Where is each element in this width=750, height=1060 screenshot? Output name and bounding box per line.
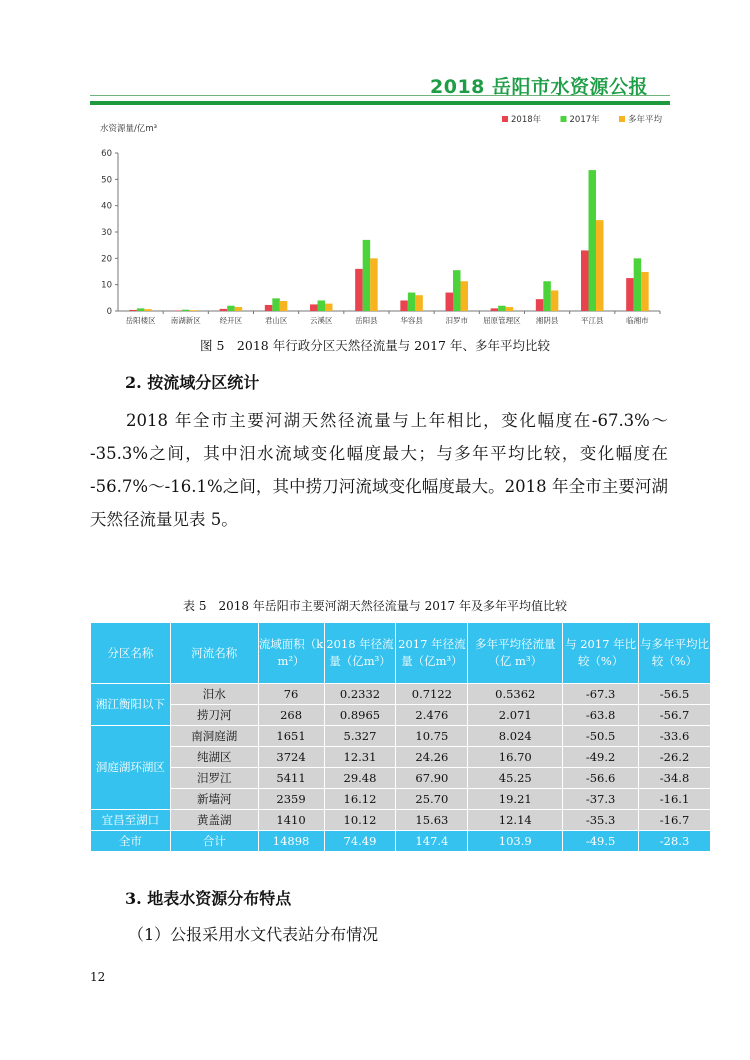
table-cell: -56.7 xyxy=(639,705,711,726)
bar-多年平均 xyxy=(370,258,378,311)
table-cell: 汨水 xyxy=(170,684,258,705)
bar-2017年 xyxy=(408,293,416,311)
paragraph-line: 天然径流量见表 5。 xyxy=(90,510,238,529)
bar-2018年 xyxy=(129,310,137,311)
table-row xyxy=(91,684,711,705)
table-cell: -63.8 xyxy=(563,705,639,726)
bar-2017年 xyxy=(318,300,326,311)
table-row xyxy=(91,747,711,768)
x-tick-label: 汨罗市 xyxy=(445,316,468,325)
paragraph-line: 2018 年全市主要河湖天然径流量与上年相比，变化幅度在-67.3%～ xyxy=(126,411,668,430)
table-cell: 12.31 xyxy=(324,747,396,768)
table-cell: 14898 xyxy=(258,831,324,852)
table-cell: 全市 xyxy=(91,831,171,852)
paragraph-line: -35.3%之间，其中汨水流域变化幅度最大；与多年平均比较，变化幅度在 xyxy=(90,444,668,463)
table-cell: 5411 xyxy=(258,768,324,789)
x-tick-label: 君山区 xyxy=(264,316,288,325)
table-row xyxy=(91,726,711,747)
zone-name-cell: 宜昌至湖口 xyxy=(91,810,171,831)
x-tick-label: 屈原管理区 xyxy=(483,316,521,325)
y-tick-label: 60 xyxy=(101,149,112,159)
legend-label: 多年平均 xyxy=(628,115,663,125)
section-heading: 3. 地表水资源分布特点 xyxy=(125,889,292,908)
section-heading: 2. 按流域分区统计 xyxy=(125,373,260,392)
bar-2018年 xyxy=(491,308,499,311)
table-cell: -16.7 xyxy=(639,810,711,831)
column-header: 多年平均径流量（亿 m³） xyxy=(468,623,563,684)
table-cell: 10.12 xyxy=(324,810,396,831)
y-tick-label: 20 xyxy=(101,254,112,265)
table-cell: 黄盖湖 xyxy=(170,810,258,831)
table-cell: 1410 xyxy=(258,810,324,831)
bar-2017年 xyxy=(182,310,190,311)
bar-多年平均 xyxy=(280,301,288,311)
x-tick-label: 岳阳县 xyxy=(355,316,378,325)
bar-2017年 xyxy=(227,306,235,311)
runoff-bar-chart xyxy=(90,108,670,333)
table-cell: 2.476 xyxy=(396,705,468,726)
y-tick-label: 40 xyxy=(101,201,112,212)
legend-label: 2017年 xyxy=(569,115,600,125)
table-header-row xyxy=(91,623,711,684)
table-cell: -33.6 xyxy=(639,726,711,747)
table-cell: 147.4 xyxy=(396,831,468,852)
table-cell: 新墙河 xyxy=(170,789,258,810)
table-cell: 0.7122 xyxy=(396,684,468,705)
table-cell: 76 xyxy=(258,684,324,705)
bar-多年平均 xyxy=(415,295,423,311)
table-cell: 10.75 xyxy=(396,726,468,747)
y-tick-label: 30 xyxy=(101,228,112,238)
table-cell: -49.5 xyxy=(563,831,639,852)
zone-name-cell: 湘江衡阳以下 xyxy=(91,684,171,726)
table-cell: 268 xyxy=(258,705,324,726)
table-cell: 24.26 xyxy=(396,747,468,768)
runoff-table xyxy=(90,622,711,852)
column-header: 分区名称 xyxy=(91,623,171,684)
bar-2018年 xyxy=(355,269,363,311)
column-header: 河流名称 xyxy=(170,623,258,684)
table-cell: 29.48 xyxy=(324,768,396,789)
column-header: 2017 年径流量（亿m³） xyxy=(396,623,468,684)
bar-2018年 xyxy=(220,309,228,311)
page-number: 12 xyxy=(90,970,106,984)
table-cell: 67.90 xyxy=(396,768,468,789)
table-cell: -16.1 xyxy=(639,789,711,810)
table-cell: 2359 xyxy=(258,789,324,810)
y-tick-label: 50 xyxy=(101,175,112,186)
table-total-row xyxy=(91,831,711,852)
paragraph-line: -56.7%～-16.1%之间，其中捞刀河流域变化幅度最大。2018 年全市主要河湖 xyxy=(90,477,668,496)
table-cell: 15.63 xyxy=(396,810,468,831)
x-tick-label: 云溪区 xyxy=(310,316,333,325)
table-cell: 19.21 xyxy=(468,789,563,810)
bar-2017年 xyxy=(453,270,461,311)
bar-2017年 xyxy=(589,170,597,311)
bar-多年平均 xyxy=(325,304,333,311)
table-cell: 16.70 xyxy=(468,747,563,768)
table-cell: 45.25 xyxy=(468,768,563,789)
bar-2018年 xyxy=(400,300,408,311)
table-cell: -50.5 xyxy=(563,726,639,747)
bar-多年平均 xyxy=(461,281,469,311)
legend-swatch xyxy=(619,116,625,122)
x-tick-label: 岳阳楼区 xyxy=(125,316,156,325)
table-row xyxy=(91,705,711,726)
bar-多年平均 xyxy=(144,309,152,311)
table-cell: 0.2332 xyxy=(324,684,396,705)
table-cell: -35.3 xyxy=(563,810,639,831)
x-tick-label: 南湖新区 xyxy=(170,316,201,325)
table-cell: 25.70 xyxy=(396,789,468,810)
bar-多年平均 xyxy=(506,307,513,311)
table-cell: 74.49 xyxy=(324,831,396,852)
x-tick-label: 华容县 xyxy=(400,316,423,325)
table-row xyxy=(91,810,711,831)
bar-多年平均 xyxy=(641,272,649,311)
bar-2018年 xyxy=(175,310,183,311)
x-tick-label: 临湘市 xyxy=(626,316,649,325)
table-cell: 5.327 xyxy=(324,726,396,747)
table-cell: -67.3 xyxy=(563,684,639,705)
table-row xyxy=(91,768,711,789)
table-cell: 合计 xyxy=(170,831,258,852)
table-cell: -37.3 xyxy=(563,789,639,810)
sub-item-heading: （1）公报采用水文代表站分布情况 xyxy=(128,925,379,944)
x-tick-label: 湘阴县 xyxy=(535,316,559,325)
table-cell: -26.2 xyxy=(639,747,711,768)
bar-多年平均 xyxy=(235,307,243,311)
x-tick-label: 经开区 xyxy=(219,316,243,325)
table-cell: 16.12 xyxy=(324,789,396,810)
x-tick-label: 平江县 xyxy=(581,316,604,325)
bar-2018年 xyxy=(310,304,318,311)
zone-name-cell: 洞庭湖环湖区 xyxy=(91,726,171,810)
column-header: 与 2017 年比较（%） xyxy=(563,623,639,684)
table-cell: -56.6 xyxy=(563,768,639,789)
table-cell: -56.5 xyxy=(639,684,711,705)
bar-2018年 xyxy=(446,293,454,311)
bar-2018年 xyxy=(581,250,589,311)
bar-多年平均 xyxy=(551,290,559,311)
figure-caption: 图 5 2018 年行政分区天然径流量与 2017 年、多年平均比较 xyxy=(200,338,550,353)
table-cell: 南洞庭湖 xyxy=(170,726,258,747)
bar-多年平均 xyxy=(596,220,604,311)
table-caption: 表 5 2018 年岳阳市主要河湖天然径流量与 2017 年及多年平均值比较 xyxy=(183,599,567,613)
table-cell: 捞刀河 xyxy=(170,705,258,726)
table-cell: 12.14 xyxy=(468,810,563,831)
column-header: 流域面积（k m²） xyxy=(258,623,324,684)
table-cell: 纯湖区 xyxy=(170,747,258,768)
bar-2017年 xyxy=(498,306,506,311)
bar-2017年 xyxy=(272,298,280,311)
y-axis-label: 水资源量/亿m³ xyxy=(100,124,158,134)
bar-2018年 xyxy=(265,305,273,311)
table-cell: -28.3 xyxy=(639,831,711,852)
table-cell: 2.071 xyxy=(468,705,563,726)
table-cell: 汨罗江 xyxy=(170,768,258,789)
bar-2017年 xyxy=(363,240,371,311)
y-tick-label: 0 xyxy=(106,307,112,317)
legend-swatch xyxy=(561,116,567,122)
header-rule-thick xyxy=(90,101,670,105)
column-header: 2018 年径流量（亿m³） xyxy=(324,623,396,684)
column-header: 与多年平均比较（%） xyxy=(639,623,711,684)
bar-多年平均 xyxy=(190,310,198,311)
bar-2018年 xyxy=(536,299,544,311)
table-cell: 1651 xyxy=(258,726,324,747)
table-cell: 8.024 xyxy=(468,726,563,747)
y-tick-label: 10 xyxy=(101,280,112,291)
bar-2017年 xyxy=(634,258,642,311)
table-cell: -34.8 xyxy=(639,768,711,789)
table-cell: 0.8965 xyxy=(324,705,396,726)
report-title: 2018 岳阳市水资源公报 xyxy=(430,76,648,98)
bar-2018年 xyxy=(626,278,634,311)
bar-2017年 xyxy=(137,308,145,311)
legend-label: 2018年 xyxy=(511,115,542,125)
table-cell: 103.9 xyxy=(468,831,563,852)
body-paragraph xyxy=(90,404,668,536)
table-row xyxy=(91,789,711,810)
table-cell: 0.5362 xyxy=(468,684,563,705)
table-cell: -49.2 xyxy=(563,747,639,768)
bar-2017年 xyxy=(543,281,551,311)
legend-swatch xyxy=(502,116,508,122)
table-cell: 3724 xyxy=(258,747,324,768)
